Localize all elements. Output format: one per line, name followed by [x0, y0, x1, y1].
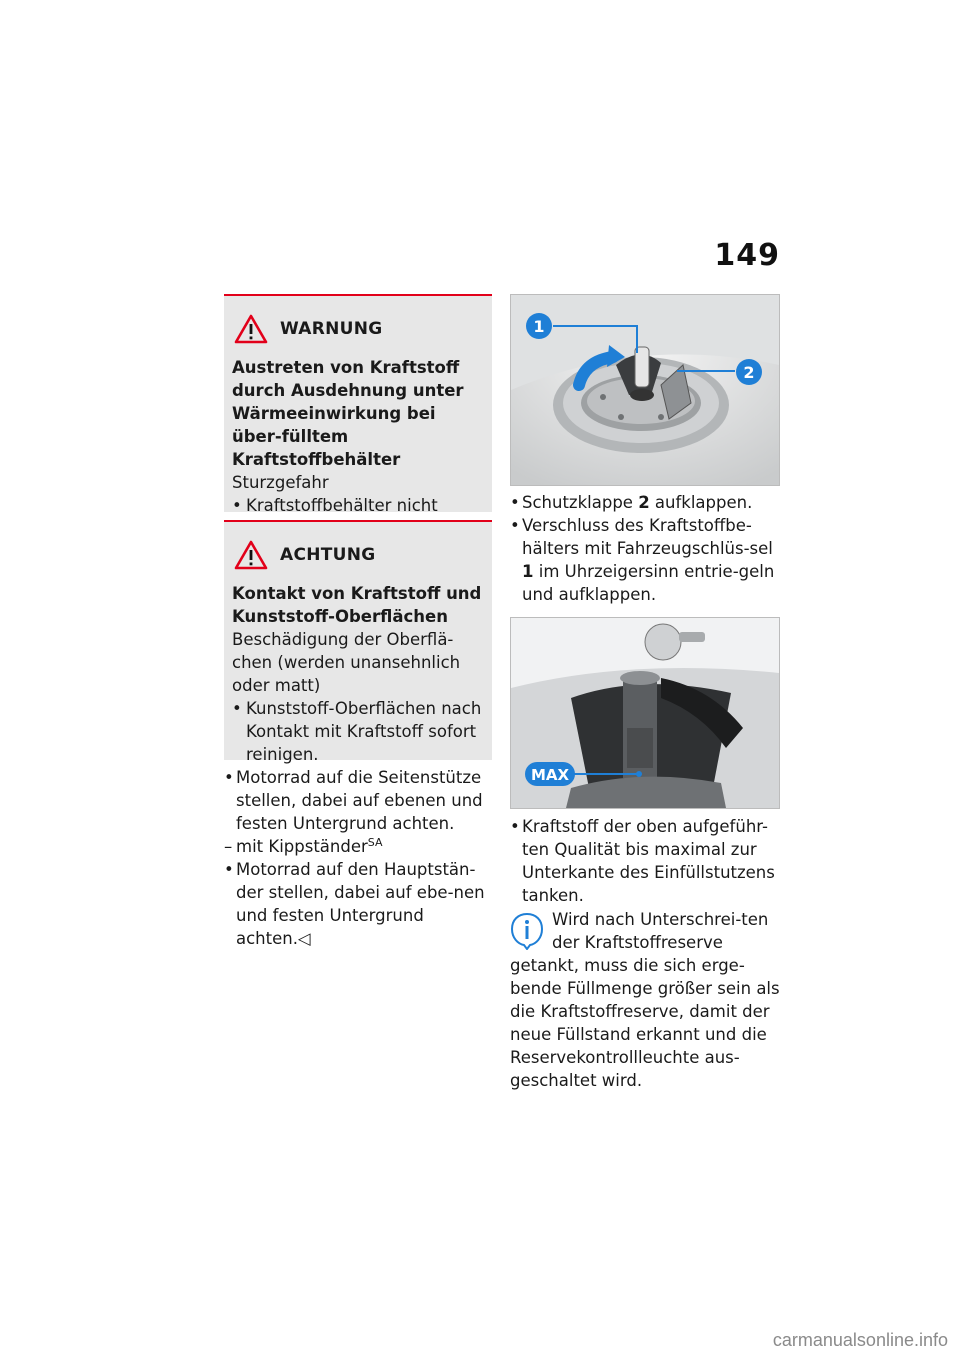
- warning-header: [234, 314, 482, 344]
- caution-heading: Kontakt von Kraftstoff und Kunststoff-Oberflächen: [232, 584, 482, 626]
- sa-superscript: SA: [367, 836, 383, 849]
- warning-consequence: Sturzgefahr: [232, 473, 329, 492]
- callout-1-label: 1: [533, 317, 545, 336]
- watermark: carmanualsonline.info: [772, 1330, 948, 1350]
- caution-box: [224, 520, 492, 764]
- page-number: 149: [714, 238, 780, 273]
- list-item: • Motorrad auf die Seitenstütze stellen, dabei auf ebenen und festen Untergrund achten.: [224, 768, 483, 833]
- caution-consequence: Beschädigung der Oberflä-chen (werden unansehnlich oder matt): [232, 630, 461, 695]
- filler-neck-figure: [510, 617, 780, 809]
- right-steps-2: [510, 815, 782, 907]
- max-label: MAX: [530, 766, 570, 784]
- warning-title: WARNUNG: [280, 319, 383, 339]
- list-item: – mit Kippständer$^{SA}$: [224, 836, 383, 856]
- warning-bullet: • Kraftstoffbehälter nicht: [232, 494, 482, 540]
- callout-2-label: 2: [743, 363, 755, 382]
- caution-header: [234, 540, 482, 570]
- warning-box: [224, 294, 492, 515]
- list-item: • Kraftstoff der oben aufgeführ-ten Qualität bis maximal zur Unterkante des Einfüllstutzens tanken.: [510, 817, 775, 905]
- caution-title: ACHTUNG: [280, 545, 376, 565]
- right-steps-1: [510, 491, 782, 606]
- left-steps: [224, 766, 494, 950]
- caution-bullet: • Kunststoff-Oberflächen nach Kontakt mit Kraftstoff sofort reinigen.: [232, 699, 482, 764]
- info-note: [510, 908, 782, 1092]
- list-item: • Schutzklappe 2 aufklappen.: [510, 493, 753, 512]
- note-first-lines: Wird nach Unterschrei-ten der Kraftstoffreserve: [552, 910, 769, 952]
- list-item: • Motorrad auf den Hauptstän-der stellen, dabei auf ebe-nen und festen Untergrund achten.◁: [224, 860, 485, 948]
- warning-heading: Austreten von Kraftstoff durch Ausdehnung unter Wärmeeinwirkung bei über-fülltem Kraftstoffbehälter: [232, 358, 464, 469]
- list-item: • Verschluss des Kraftstoffbe-hälters mit Fahrzeugschlüs-sel 1 im Uhrzeigersinn entrie-geln und aufklappen.: [510, 516, 775, 604]
- warning-bullet-text: Kraftstoffbehälter nicht: [246, 496, 438, 515]
- note-text: getankt, muss die sich erge-bende Füllmenge größer sein als die Kraftstoffreserve, damit der neue Füllstand erkannt und die Reservekontrollleuchte aus-geschaltet wird.: [510, 956, 780, 1090]
- warning-triangle-icon: [234, 314, 268, 344]
- info-icon: [510, 908, 552, 954]
- caution-triangle-icon: [234, 540, 268, 570]
- fuel-cap-figure: [510, 294, 780, 486]
- caution-bullet-text: Kunststoff-Oberflächen nach Kontakt mit Kraftstoff sofort reinigen.: [246, 699, 482, 764]
